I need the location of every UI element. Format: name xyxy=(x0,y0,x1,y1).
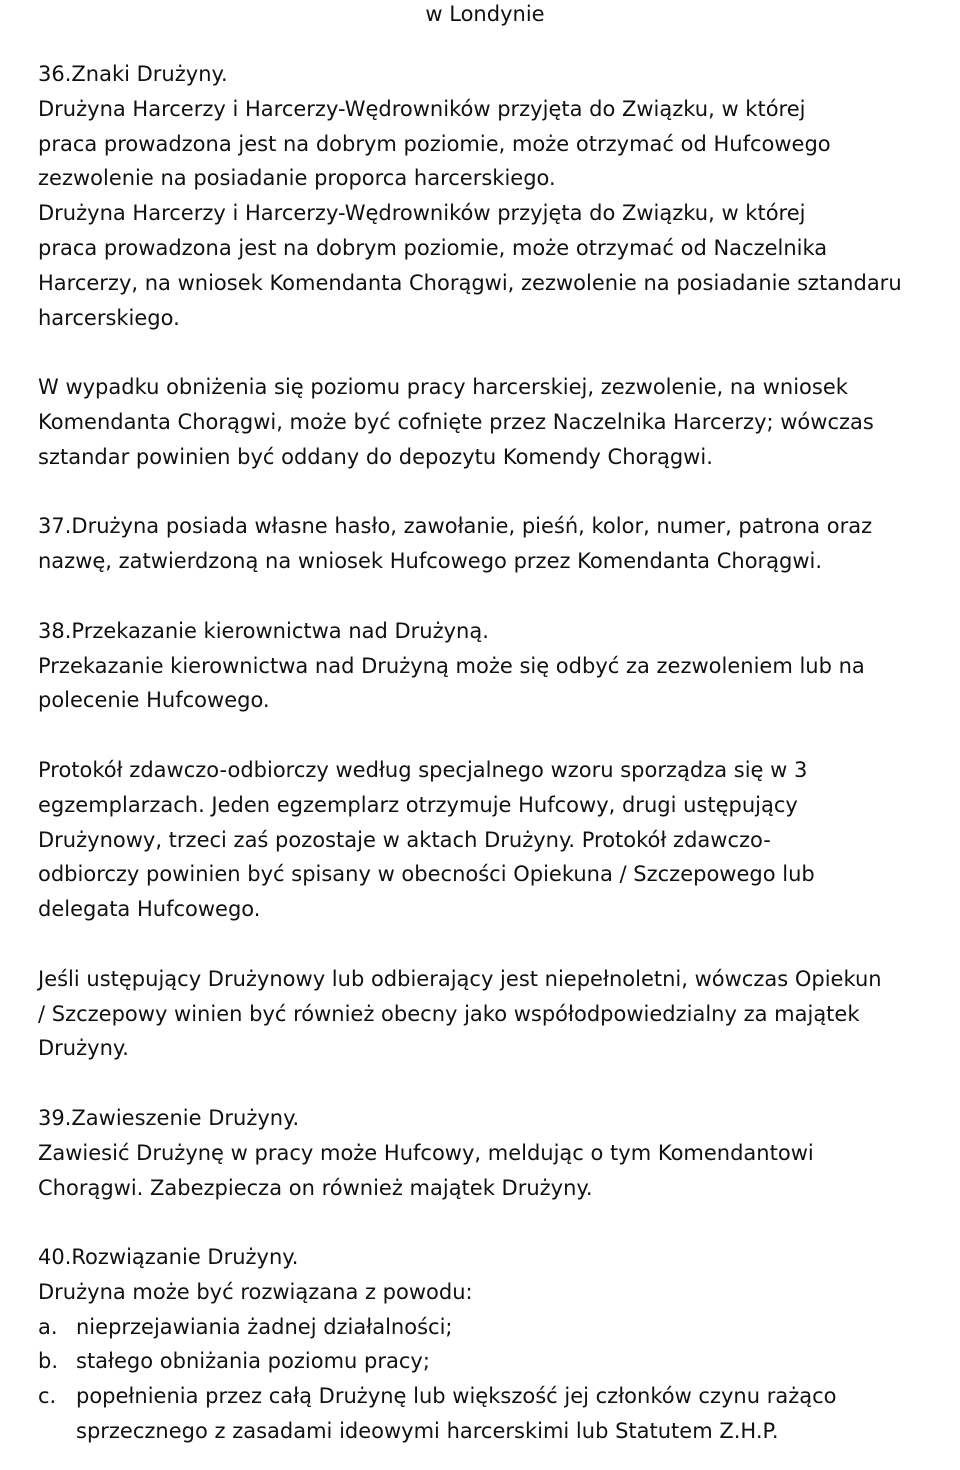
text-line: odbiorczy powinien być spisany w obecności Opiekuna / Szczepowego lub xyxy=(38,862,815,887)
text-line: Drużyna Harcerzy i Harcerzy-Wędrowników przyjęta do Związku, w której xyxy=(38,96,806,121)
text-line: Przekazanie kierownictwa nad Drużyną może się odbyć za zezwoleniem lub na xyxy=(38,653,865,678)
text-line: Protokół zdawczo-odbiorczy według specjalnego wzoru sporządza się w 3 xyxy=(38,757,808,782)
text-line: W wypadku obniżenia się poziomu pracy harcerskiej, zezwolenie, na wniosek xyxy=(38,375,848,400)
text-line: Drużyny. xyxy=(38,1036,129,1061)
section-38 xyxy=(38,614,960,1066)
text-line: harcerskiego. xyxy=(38,305,180,330)
section-38-title: 38.Przekazanie kierownictwa nad Drużyną. xyxy=(38,618,489,643)
text-line: Harcerzy, na wniosek Komendanta Chorągwi, zezwolenie na posiadanie sztandaru xyxy=(38,270,902,295)
document-body xyxy=(38,57,960,1449)
text-line: polecenie Hufcowego. xyxy=(38,688,270,713)
list-item-text: popełnienia przez całą Drużynę lub większość jej członków czynu rażąco xyxy=(76,1384,837,1409)
list-marker: a. xyxy=(38,1314,58,1339)
section-40 xyxy=(38,1240,960,1449)
section-40-intro: Drużyna może być rozwiązana z powodu: xyxy=(38,1279,473,1304)
page-header: w Londynie xyxy=(425,2,545,26)
text-line: Komendanta Chorągwi, może być cofnięte przez Naczelnika Harcerzy; wówczas xyxy=(38,409,874,434)
section-36-paragraph-2 xyxy=(38,196,960,335)
text-line: delegata Hufcowego. xyxy=(38,897,261,922)
section-36-title: 36.Znaki Drużyny. xyxy=(38,62,228,86)
list-marker: c. xyxy=(38,1384,57,1409)
text-line: Zawiesić Drużynę w pracy może Hufcowy, meldując o tym Komendantowi xyxy=(38,1140,814,1165)
section-36-paragraph-3 xyxy=(38,370,960,474)
text-line: Drużynowy, trzeci zaś pozostaje w aktach Drużyny. Protokół zdawczo- xyxy=(38,827,771,852)
section-38-paragraph-3 xyxy=(38,962,960,1066)
text-line: egzemplarzach. Jeden egzemplarz otrzymuje Hufcowy, drugi ustępujący xyxy=(38,792,798,817)
text-line: praca prowadzona jest na dobrym poziomie, może otrzymać od Hufcowego xyxy=(38,131,831,156)
section-39 xyxy=(38,1101,960,1205)
list-item xyxy=(38,1379,960,1414)
text-line: nazwę, zatwierdzoną na wniosek Hufcowego przez Komendanta Chorągwi. xyxy=(38,549,823,574)
list-item-text: stałego obniżania poziomu pracy; xyxy=(76,1349,430,1374)
text-line: Drużyna Harcerzy i Harcerzy-Wędrowników przyjęta do Związku, w której xyxy=(38,201,806,226)
text-line: Jeśli ustępujący Drużynowy lub odbierający jest niepełnoletni, wówczas Opiekun xyxy=(38,966,882,991)
section-38-paragraph-1 xyxy=(38,649,960,719)
section-36 xyxy=(38,57,960,475)
text-line: Chorągwi. Zabezpiecza on również majątek Drużyny. xyxy=(38,1175,593,1200)
section-40-title: 40.Rozwiązanie Drużyny. xyxy=(38,1245,299,1270)
section-39-title: 39.Zawieszenie Drużyny. xyxy=(38,1105,300,1130)
text-line: zezwolenie na posiadanie proporca harcerskiego. xyxy=(38,166,556,191)
section-38-paragraph-2 xyxy=(38,753,960,927)
section-37-text: 37.Drużyna posiada własne hasło, zawołanie, pieśń, kolor, numer, patrona oraz xyxy=(38,514,873,539)
list-item-continuation: sprzecznego z zasadami ideowymi harcerskimi lub Statutem Z.H.P. xyxy=(76,1419,779,1444)
list-item-text: nieprzejawiania żadnej działalności; xyxy=(76,1314,453,1339)
text-line: sztandar powinien być oddany do depozytu Komendy Chorągwi. xyxy=(38,444,713,469)
section-36-paragraph-1 xyxy=(38,92,960,196)
list-marker: b. xyxy=(38,1349,59,1374)
list-item xyxy=(38,1310,960,1345)
text-line: / Szczepowy winien być również obecny jako współodpowiedzialny za majątek xyxy=(38,1001,860,1026)
list-item xyxy=(38,1344,960,1379)
section-37 xyxy=(38,509,960,579)
text-line: praca prowadzona jest na dobrym poziomie, może otrzymać od Naczelnika xyxy=(38,235,828,260)
